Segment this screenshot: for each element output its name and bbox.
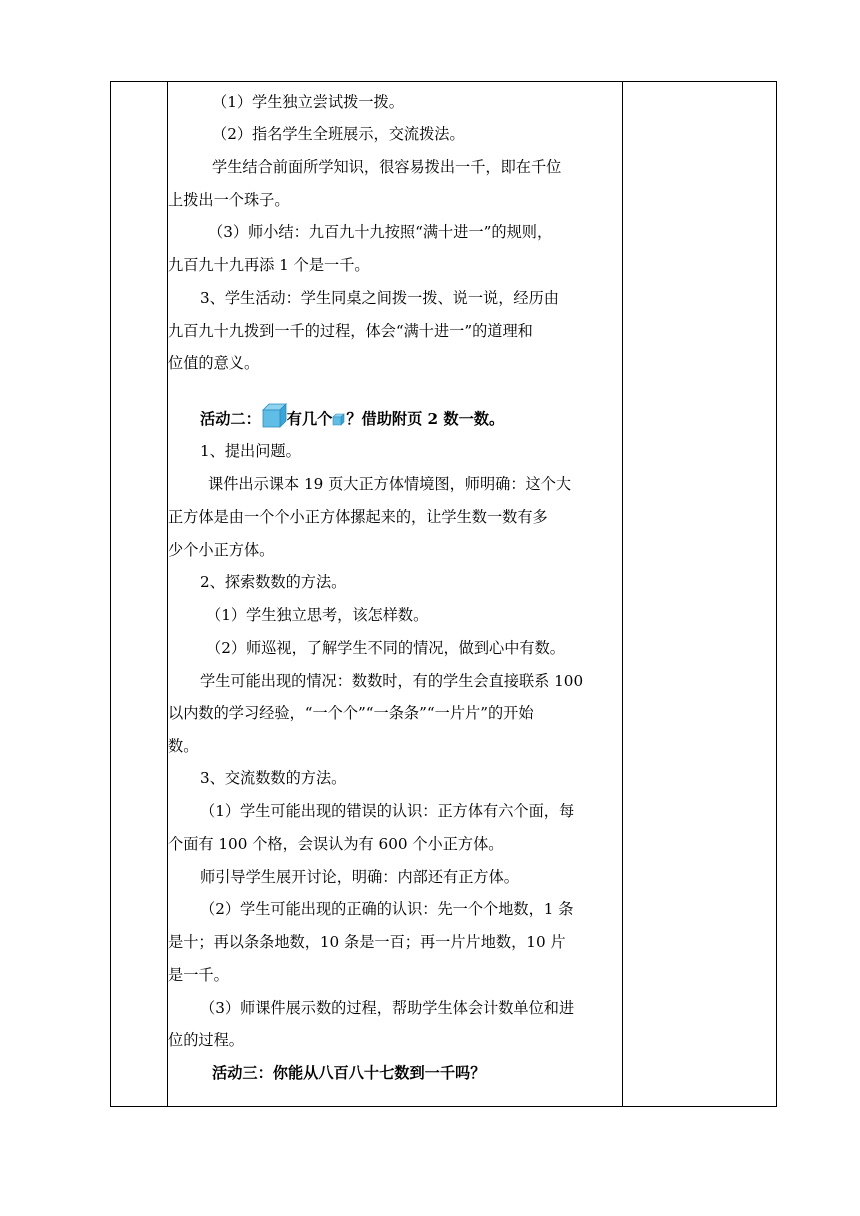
activity-two-middle: 有几个 [286, 410, 333, 428]
text-line: 是一千。 [168, 966, 229, 984]
text-line: 位值的意义。 [168, 354, 260, 372]
text-line: 学生可能出现的情况：数数时，有的学生会直接联系 100 [200, 672, 584, 690]
text-line: 学生结合前面所学知识，很容易拨出一千，即在千位 [212, 158, 562, 176]
text-line: 1、提出问题。 [200, 442, 301, 460]
column-divider-left [167, 82, 168, 1106]
text-line: （2）指名学生全班展示，交流拨法。 [212, 125, 465, 143]
text-line: 位的过程。 [168, 1031, 244, 1049]
text-line: （1）学生可能出现的错误的认识：正方体有六个面，每 [200, 802, 575, 820]
large-cube-icon [261, 402, 287, 428]
text-line: 是十；再以条条地数，10 条是一百；再一片片地数，10 片 [168, 933, 566, 951]
text-line: 3、交流数数的方法。 [200, 769, 347, 787]
text-line: （2）师巡视，了解学生不同的情况，做到心中有数。 [206, 639, 565, 657]
text-line: 正方体是由一个个小正方体摞起来的，让学生数一数有多 [168, 508, 548, 526]
text-line: 以内数的学习经验，“一个个”“一条条”“一片片”的开始 [168, 704, 534, 722]
text-line: （1）学生独立思考，该怎样数。 [206, 606, 429, 624]
text-line: 九百九十九再添 1 个是一千。 [168, 256, 370, 274]
text-line: 少个小正方体。 [168, 541, 275, 559]
text-line: （3）师课件展示数的过程，帮助学生体会计数单位和进 [200, 999, 575, 1017]
text-line: （3）师小结：九百九十九按照“满十进一”的规则， [208, 223, 553, 241]
text-line: 2、探索数数的方法。 [200, 573, 347, 591]
text-line: （2）学生可能出现的正确的认识：先一个个地数，1 条 [200, 900, 574, 918]
text-line: 个面有 100 个格，会误认为有 600 个小正方体。 [168, 835, 504, 853]
column-divider-right [622, 82, 623, 1106]
activity-three-heading: 活动三：你能从八百八十七数到一千吗？ [212, 1064, 486, 1082]
text-line: 数。 [168, 737, 199, 755]
activity-two-suffix: ？借助附页 2 数一数。 [346, 410, 505, 428]
text-line: （1）学生独立尝试拨一拨。 [212, 93, 404, 111]
activity-two-heading [200, 402, 505, 428]
text-line: 上拨出一个珠子。 [168, 191, 290, 209]
activity-two-prefix: 活动二： [200, 410, 261, 428]
text-line: 师引导学生展开讨论，明确：内部还有正方体。 [200, 868, 519, 886]
small-cube-icon [332, 412, 346, 428]
text-line: 3、学生活动：学生同桌之间拨一拨、说一说，经历由 [200, 289, 559, 307]
text-line: 九百九十九拨到一千的过程，体会“满十进一”的道理和 [168, 322, 533, 340]
text-line: 课件出示课本 19 页大正方体情境图，师明确：这个大 [208, 475, 572, 493]
